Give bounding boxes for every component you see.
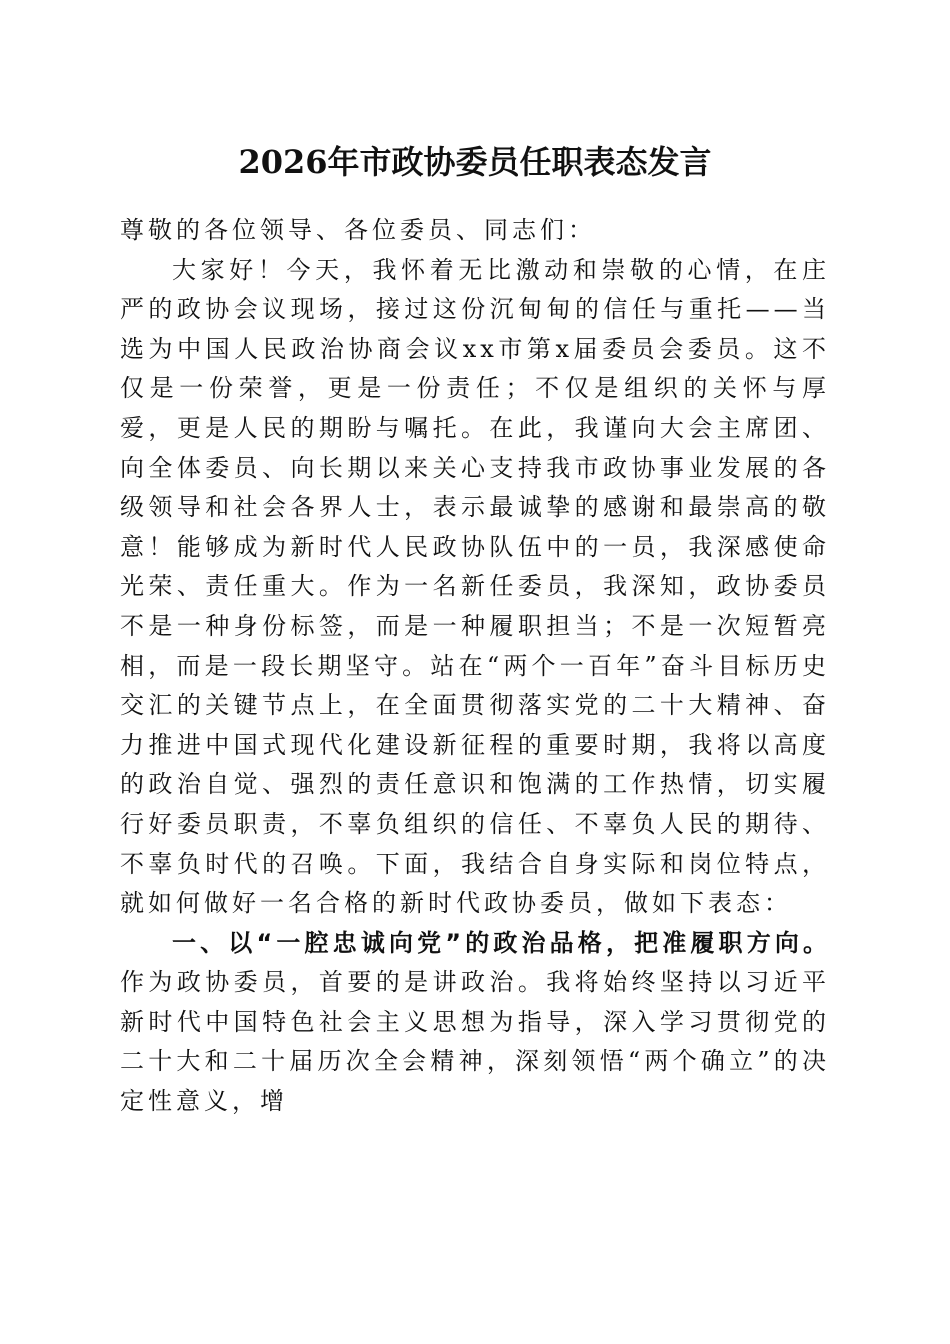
document-title: 2026年市政协委员任职表态发言 — [238, 143, 712, 181]
paragraph-opening: 大家好！今天，我怀着无比激动和崇敬的心情，在庄严的政协会议现场，接过这份沉甸甸的信任与重托——当选为中国人民政治协商会议xx市第x届委员会委员。这不仅是一份荣誉，更是一份责任；不仅是组织的关怀与厚爱，更是人民的期盼与嘱托。在此，我谨向大会主席团、向全体委员、向长期以来关心支持我市政协事业发展的各级领导和社会各界人士，表示最诚挚的感谢和最崇高的敬意！能够成为新时代人民政协队伍中的一员，我深感使命光荣、责任重大。作为一名新任委员，我深知，政协委员不是一种身份标签，而是一种履职担当；不是一次短暂亮相，而是一段长期坚守。站在“两个一百年”奋斗目标历史交汇的关键节点上，在全面贯彻落实党的二十大精神、奋力推进中国式现代化建设新征程的重要时期，我将以高度的政治自觉、强烈的责任意识和饱满的工作热情，切实履行好委员职责，不辜负组织的信任、不辜负人民的期待、不辜负时代的召唤。下面，我结合自身实际和岗位特点，就如何做好一名合格的新时代政协委员，做如下表态： — [120, 255, 830, 918]
section-1-text: 作为政协委员，首要的是讲政治。我将始终坚持以习近平新时代中国特色社会主义思想为指导，深入学习贯彻党的二十大和二十届历次全会精神，深刻领悟“两个确立”的决定性意义，增 — [120, 968, 830, 1116]
document-body — [120, 211, 830, 1122]
section-1-heading: 一、以“一腔忠诚向党”的政治品格，把准履职方向。 — [172, 928, 830, 957]
paragraph-section-1 — [120, 924, 830, 1122]
salutation: 尊敬的各位领导、各位委员、同志们： — [120, 216, 596, 244]
